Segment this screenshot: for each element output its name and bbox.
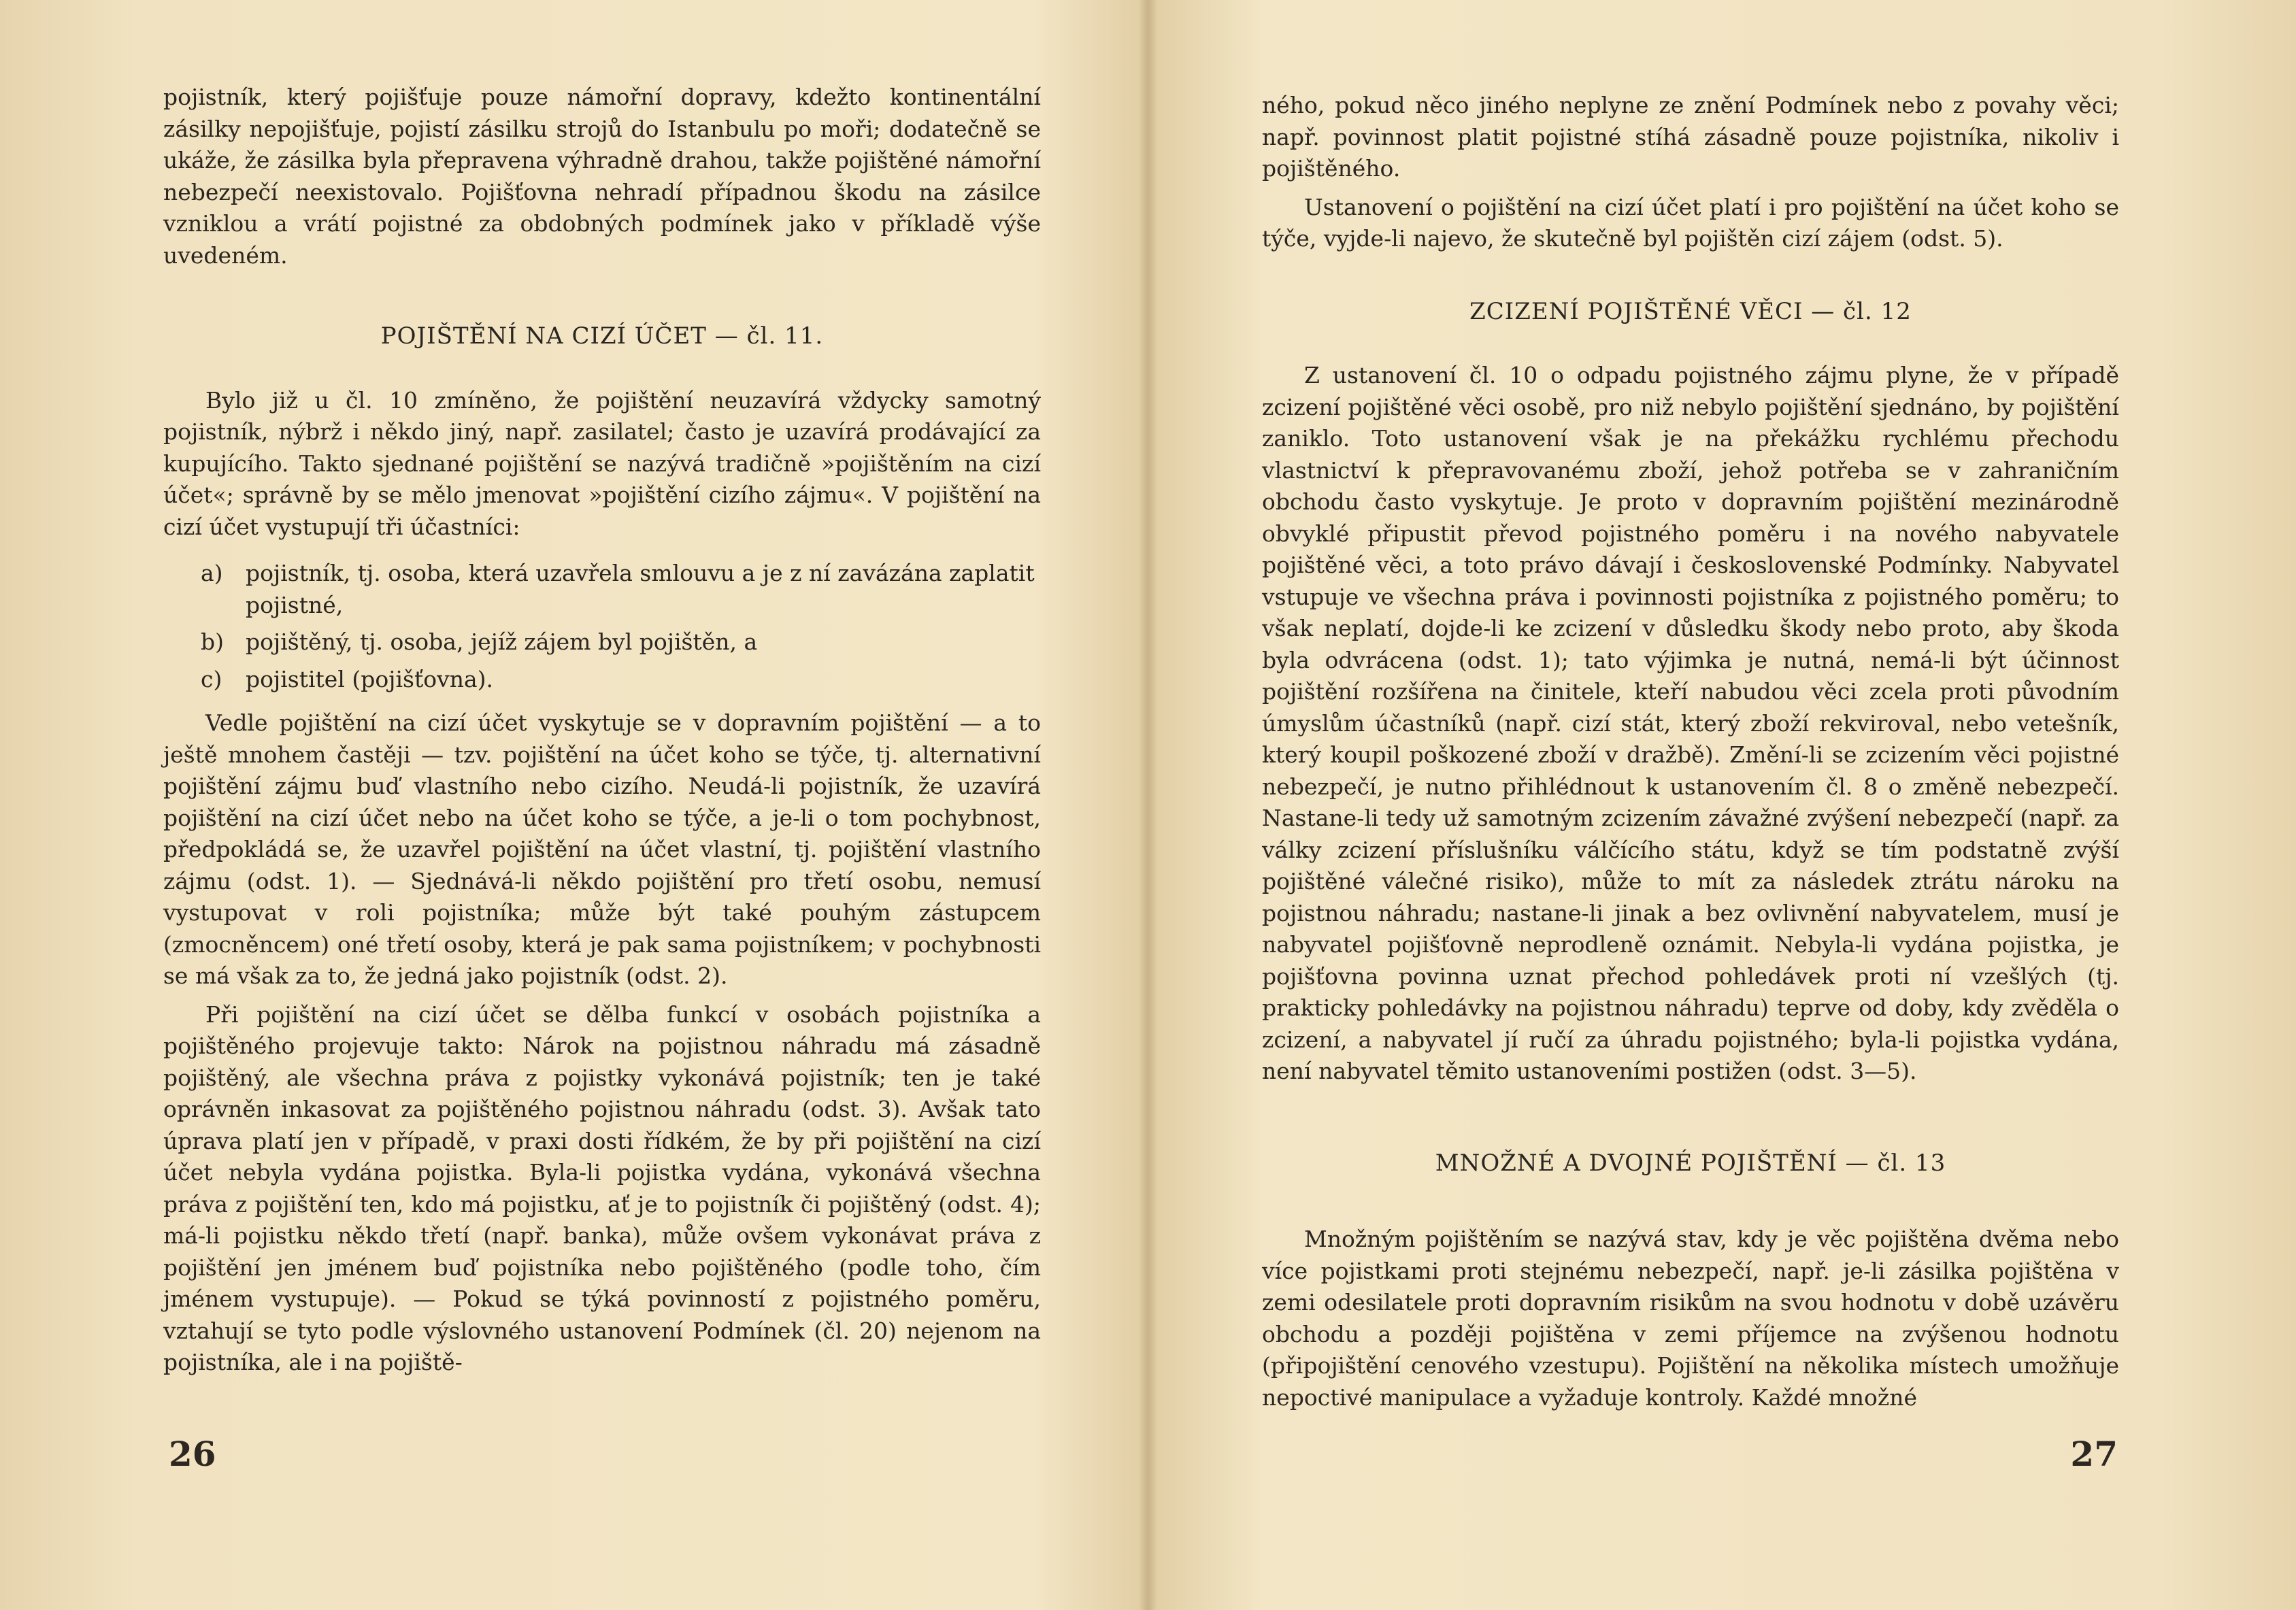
list-item — [163, 558, 1041, 621]
left-page — [0, 0, 1143, 1610]
section-heading-11: POJIŠTĚNÍ NA CIZÍ ÚČET — čl. 11. — [380, 322, 824, 350]
section-heading-12: ZCIZENÍ POJIŠTĚNÉ VĚCI — čl. 12 — [1469, 297, 1912, 325]
right-paragraph-1: Ustanovení o pojištění na cizí účet platí i pro pojištění na účet koho se týče, vyjde-li najevo, že skutečně byl pojištěn cizí zájem (odst. 5). — [1262, 193, 2119, 252]
right-paragraph-3: Množným pojištěním se nazývá stav, kdy je věc pojištěna dvěma nebo více pojistkami proti stejnému nebezpečí, např. je-li zásilka pojištěna v zemi odesilatele proti dopravním risikům na svou hodnotu v době uzávěru obchodu a později pojištěna v zemi příjemce na zvýšenou hodnotu (připojištění cenového vzestupu). Pojištění na několika místech umožňuje nepoctivé manipulace a vyžaduje kontroly. Každé množné — [1262, 1226, 2119, 1411]
right-paragraph-2: Z ustanovení čl. 10 o odpadu pojistného zájmu plyne, že v případě zcizení pojištěné věci osobě, pro niž nebylo pojištění sjednáno, by pojištění zaniklo. Toto ustanovení však je na překážku rychlému přechodu vlastnictví k přepravovanému zboží, jehož potřeba se v zahraničním obchodu často vyskytuje. Je proto v dopravním pojištění mezinárodně obvyklé připustit převod pojistného poměru i na nového nabyvatele pojištěné věci, a toto právo dávají i československé Podmínky. Nabyvatel vstupuje ve všechna práva i povinnosti pojistníka z pojistného poměru; to však neplatí, dojde-li ke zcizení v důsledku škody nebo proto, aby škoda byla odvrácena (odst. 1); tato výjimka je nutná, nemá-li být účinnost pojištění rozšířena na činitele, kteří nabudou věci zcela proti původním úmyslům účastníků (např. cizí stát, který zboží rekviroval, nebo vetešník, který koupil poškozené zboží v dražbě). Změní-li se zcizením věci pojistné nebezpečí, je nutno přihlédnout k ustanovením čl. 8 o změně nebezpečí. Nastane-li tedy už samotným zcizením závažné zvýšení nebezpečí (např. za války zcizení příslušníku válčícího státu, když se tím podstatně zvýší pojištěné válečné risiko), může to mít za následek ztrátu nároku na pojistnou náhradu; nastane-li jinak a bez ovlivnění nabyvatelem, musí je nabyvatel pojišťovně neprodleně oznámit. Nebyla-li vydána pojistka, je pojišťovna povinna uznat přechod pohledávek proti ní vzešlých (tj. prakticky pohledávky na pojistnou náhradu) teprve od doby, kdy zvěděla o zcizení, a nabyvatel jí ručí za úhradu pojistného; byla-li pojistka vydána, není nabyvatel těmito ustanoveními postižen (odst. 3—5). — [1262, 362, 2119, 1084]
section-heading-13: MNOŽNÉ A DVOJNÉ POJIŠTĚNÍ — čl. 13 — [1435, 1149, 1946, 1177]
list-item-text: pojistník, tj. osoba, která uzavřela smlouvu a je z ní zavázána zaplatit pojistné, — [246, 560, 1035, 618]
left-page-text — [163, 82, 1041, 1379]
page-number-right: 27 — [2070, 1434, 2118, 1474]
list-item-label: b) — [201, 628, 224, 655]
page-number-left: 26 — [169, 1434, 216, 1474]
list-item-label: c) — [201, 665, 222, 692]
participants-list — [163, 558, 1041, 695]
list-item-text: pojistitel (pojišťovna). — [246, 665, 494, 692]
left-paragraph-2: Vedle pojištění na cizí účet vyskytuje se v dopravním pojištění — a to ještě mnohem častěji — tzv. pojištění na účet koho se týče, tj. alternativní pojištění zájmu buď vlastního nebo cizího. Neudá-li pojistník, že uzavírá pojištění na cizí účet nebo na účet koho se týče, a je-li o tom pochybnost, předpokládá se, že uzavřel pojištění na účet vlastní, tj. pojištění vlastního zájmu (odst. 1). — Sjednává-li někdo pojištění pro třetí osobu, nemusí vystupovat v roli pojistníka; může být také pouhým zástupcem (zmocněncem) oné třetí osoby, která je pak sama pojistníkem; v pochybnosti se má však za to, že jedná jako pojistník (odst. 2). — [163, 709, 1041, 989]
list-item — [163, 664, 1041, 696]
right-page — [1153, 0, 2296, 1610]
list-item-label: a) — [201, 560, 223, 586]
list-item-text: pojištěný, tj. osoba, jejíž zájem byl pojištěn, a — [246, 628, 758, 655]
left-paragraph-3: Při pojištění na cizí účet se dělba funkcí v osobách pojistníka a pojištěného projevuje takto: Nárok na pojistnou náhradu má zásadně pojištěný, ale všechna práva z pojistky vykonává pojistník; ten je také oprávněn inkasovat za pojištěného pojistnou náhradu (odst. 3). Avšak tato úprava platí jen v případě, v praxi dosti řídkém, že by při pojištění na cizí účet nebyla vydána pojistka. Byla-li pojistka vydána, vykonává všechna práva z pojištění ten, kdo má pojistku, ať je to pojistník či pojištěný (odst. 4); má-li pojistku někdo třetí (např. banka), může ovšem vykonávat práva z pojištění jen jménem buď pojistníka nebo pojištěného (podle toho, čím jménem vystupuje). — Pokud se týká povinností z pojistného poměru, vztahují se tyto podle výslovného ustanovení Podmínek (čl. 20) nejenom na pojistníka, ale i na pojiště- — [163, 1001, 1041, 1375]
right-page-text — [1262, 90, 2119, 1413]
left-paragraph-1: Bylo již u čl. 10 zmíněno, že pojištění neuzavírá vždycky samotný pojistník, nýbrž i někdo jiný, např. zasilatel; často je uzavírá prodávající za kupujícího. Takto sjednané pojištění se nazývá tradičně »pojištěním na cizí účet«; správně by se mělo jmenovat »pojištění cizího zájmu«. V pojištění na cizí účet vystupují tři účastníci: — [163, 386, 1041, 540]
list-item — [163, 626, 1041, 658]
left-intro-paragraph: pojistník, který pojišťuje pouze námořní dopravy, kdežto kontinentální zásilky nepojišťuje, pojistí zásilku strojů do Istanbulu po moři; dodatečně se ukáže, že zásilka byla přepravena výhradně drahou, takže pojištěné námořní nebezpečí neexistovalo. Pojišťovna nehradí případnou škodu na zásilce vzniklou a vrátí pojistné za obdobných podmínek jako v příkladě výše uvedeném. — [163, 84, 1041, 269]
right-intro-paragraph: ného, pokud něco jiného neplyne ze znění Podmínek nebo z povahy věci; např. povinnost platit pojistné stíhá zásadně pouze pojistníka, nikoliv i pojištěného. — [1262, 92, 2119, 182]
